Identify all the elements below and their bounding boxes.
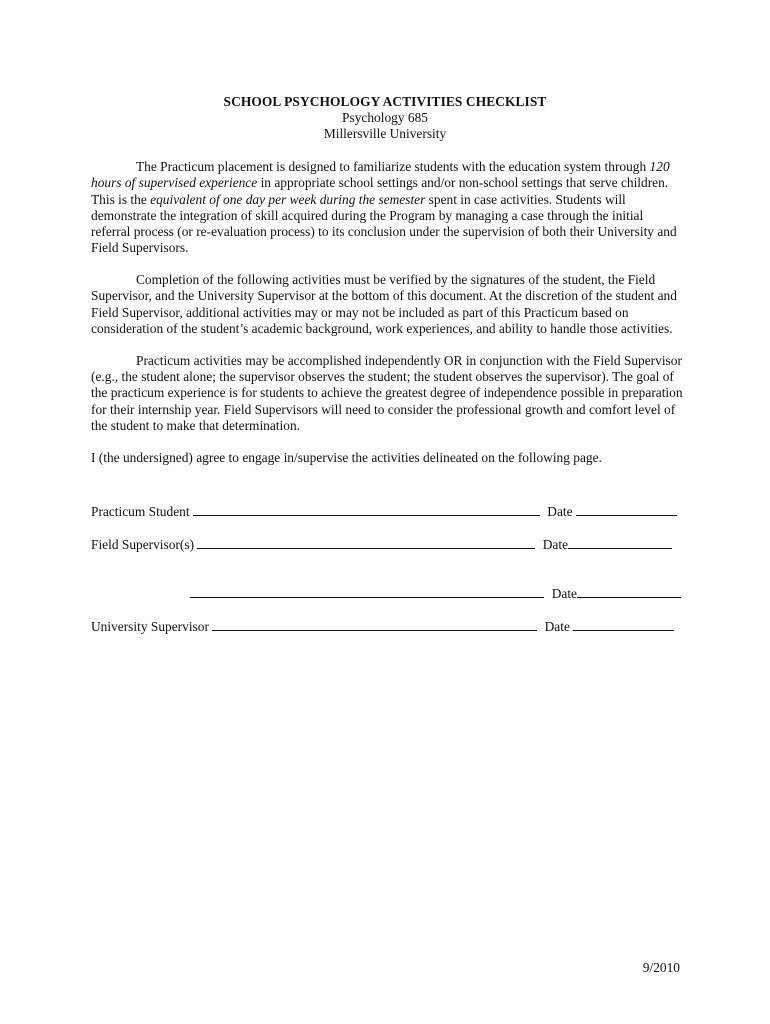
intro-text-3: spent in case activities. Students will demonstrate the integration of skill acquired during the Program by managing a case through the initial referral process (or re-evaluation process) to its conclusion under the supervision of both their University and Field Supervisors. <box>91 191 677 256</box>
field-supervisor-2-date-label: Date <box>551 586 577 601</box>
field-supervisor-date-line[interactable] <box>568 536 672 549</box>
document-body <box>91 159 685 481</box>
university-supervisor-date-line[interactable] <box>573 618 674 631</box>
field-supervisor-signature-row <box>91 536 685 553</box>
field-supervisor-date-label: Date <box>542 537 569 552</box>
university-supervisor-label: University Supervisor <box>91 619 209 634</box>
field-supervisor-2-signature-row <box>91 585 685 602</box>
intro-text-2: in appropriate school settings and/or non-school settings that serve children. This is the <box>91 175 669 207</box>
student-signature-row <box>91 503 685 520</box>
field-supervisor-signature-line[interactable] <box>197 536 535 549</box>
intro-emphasis-equivalent: equivalent of one day per week during the semester <box>150 191 426 207</box>
university-supervisor-date-label: Date <box>544 619 570 634</box>
intro-emphasis-hours: 120 hours of supervised experience <box>91 159 670 191</box>
field-supervisor-label: Field Supervisor(s) <box>91 537 195 552</box>
university-supervisor-signature-row <box>91 618 685 635</box>
field-supervisor-2-signature-line[interactable] <box>190 585 544 598</box>
practicum-activities-paragraph: Practicum activities may be accomplished independently OR in conjunction with the Field Supervisor (e.g., the student alone; the supervisor observes the student; the student observes the supervisor). The goal of the practicum experience is for students to achieve the greatest degree of independence possible in preparation for their internship year. Field Supervisors will need to consider the professional growth and comfort level of the student to make that determination. <box>91 352 683 433</box>
university-supervisor-signature-line[interactable] <box>212 618 537 631</box>
revision-date: 9/2010 <box>642 960 680 975</box>
intro-text-1: The Practicum placement is designed to familiarize students with the education system through <box>136 159 650 174</box>
field-supervisor-2-date-line[interactable] <box>577 585 681 598</box>
agreement-statement: I (the undersigned) agree to engage in/supervise the activities delineated on the following page. <box>91 449 602 465</box>
document-title: SCHOOL PSYCHOLOGY ACTIVITIES CHECKLIST <box>223 94 547 109</box>
student-date-line[interactable] <box>576 503 677 516</box>
student-signature-line[interactable] <box>193 503 540 516</box>
university-name: Millersville University <box>323 126 447 142</box>
student-signature-label: Practicum Student <box>91 504 190 519</box>
student-date-label: Date <box>547 504 573 519</box>
document-header <box>0 94 770 143</box>
course-name: Psychology 685 <box>342 110 428 126</box>
intro-paragraph <box>91 159 685 257</box>
completion-paragraph: Completion of the following activities must be verified by the signatures of the student, the Field Supervisor, and the University Supervisor at the bottom of this document. At the discretion of the student and Field Supervisor, additional activities may or may not be included as part of this Practicum based on consideration of the student’s academic background, work experiences, and ability to handle those activities. <box>91 272 677 337</box>
